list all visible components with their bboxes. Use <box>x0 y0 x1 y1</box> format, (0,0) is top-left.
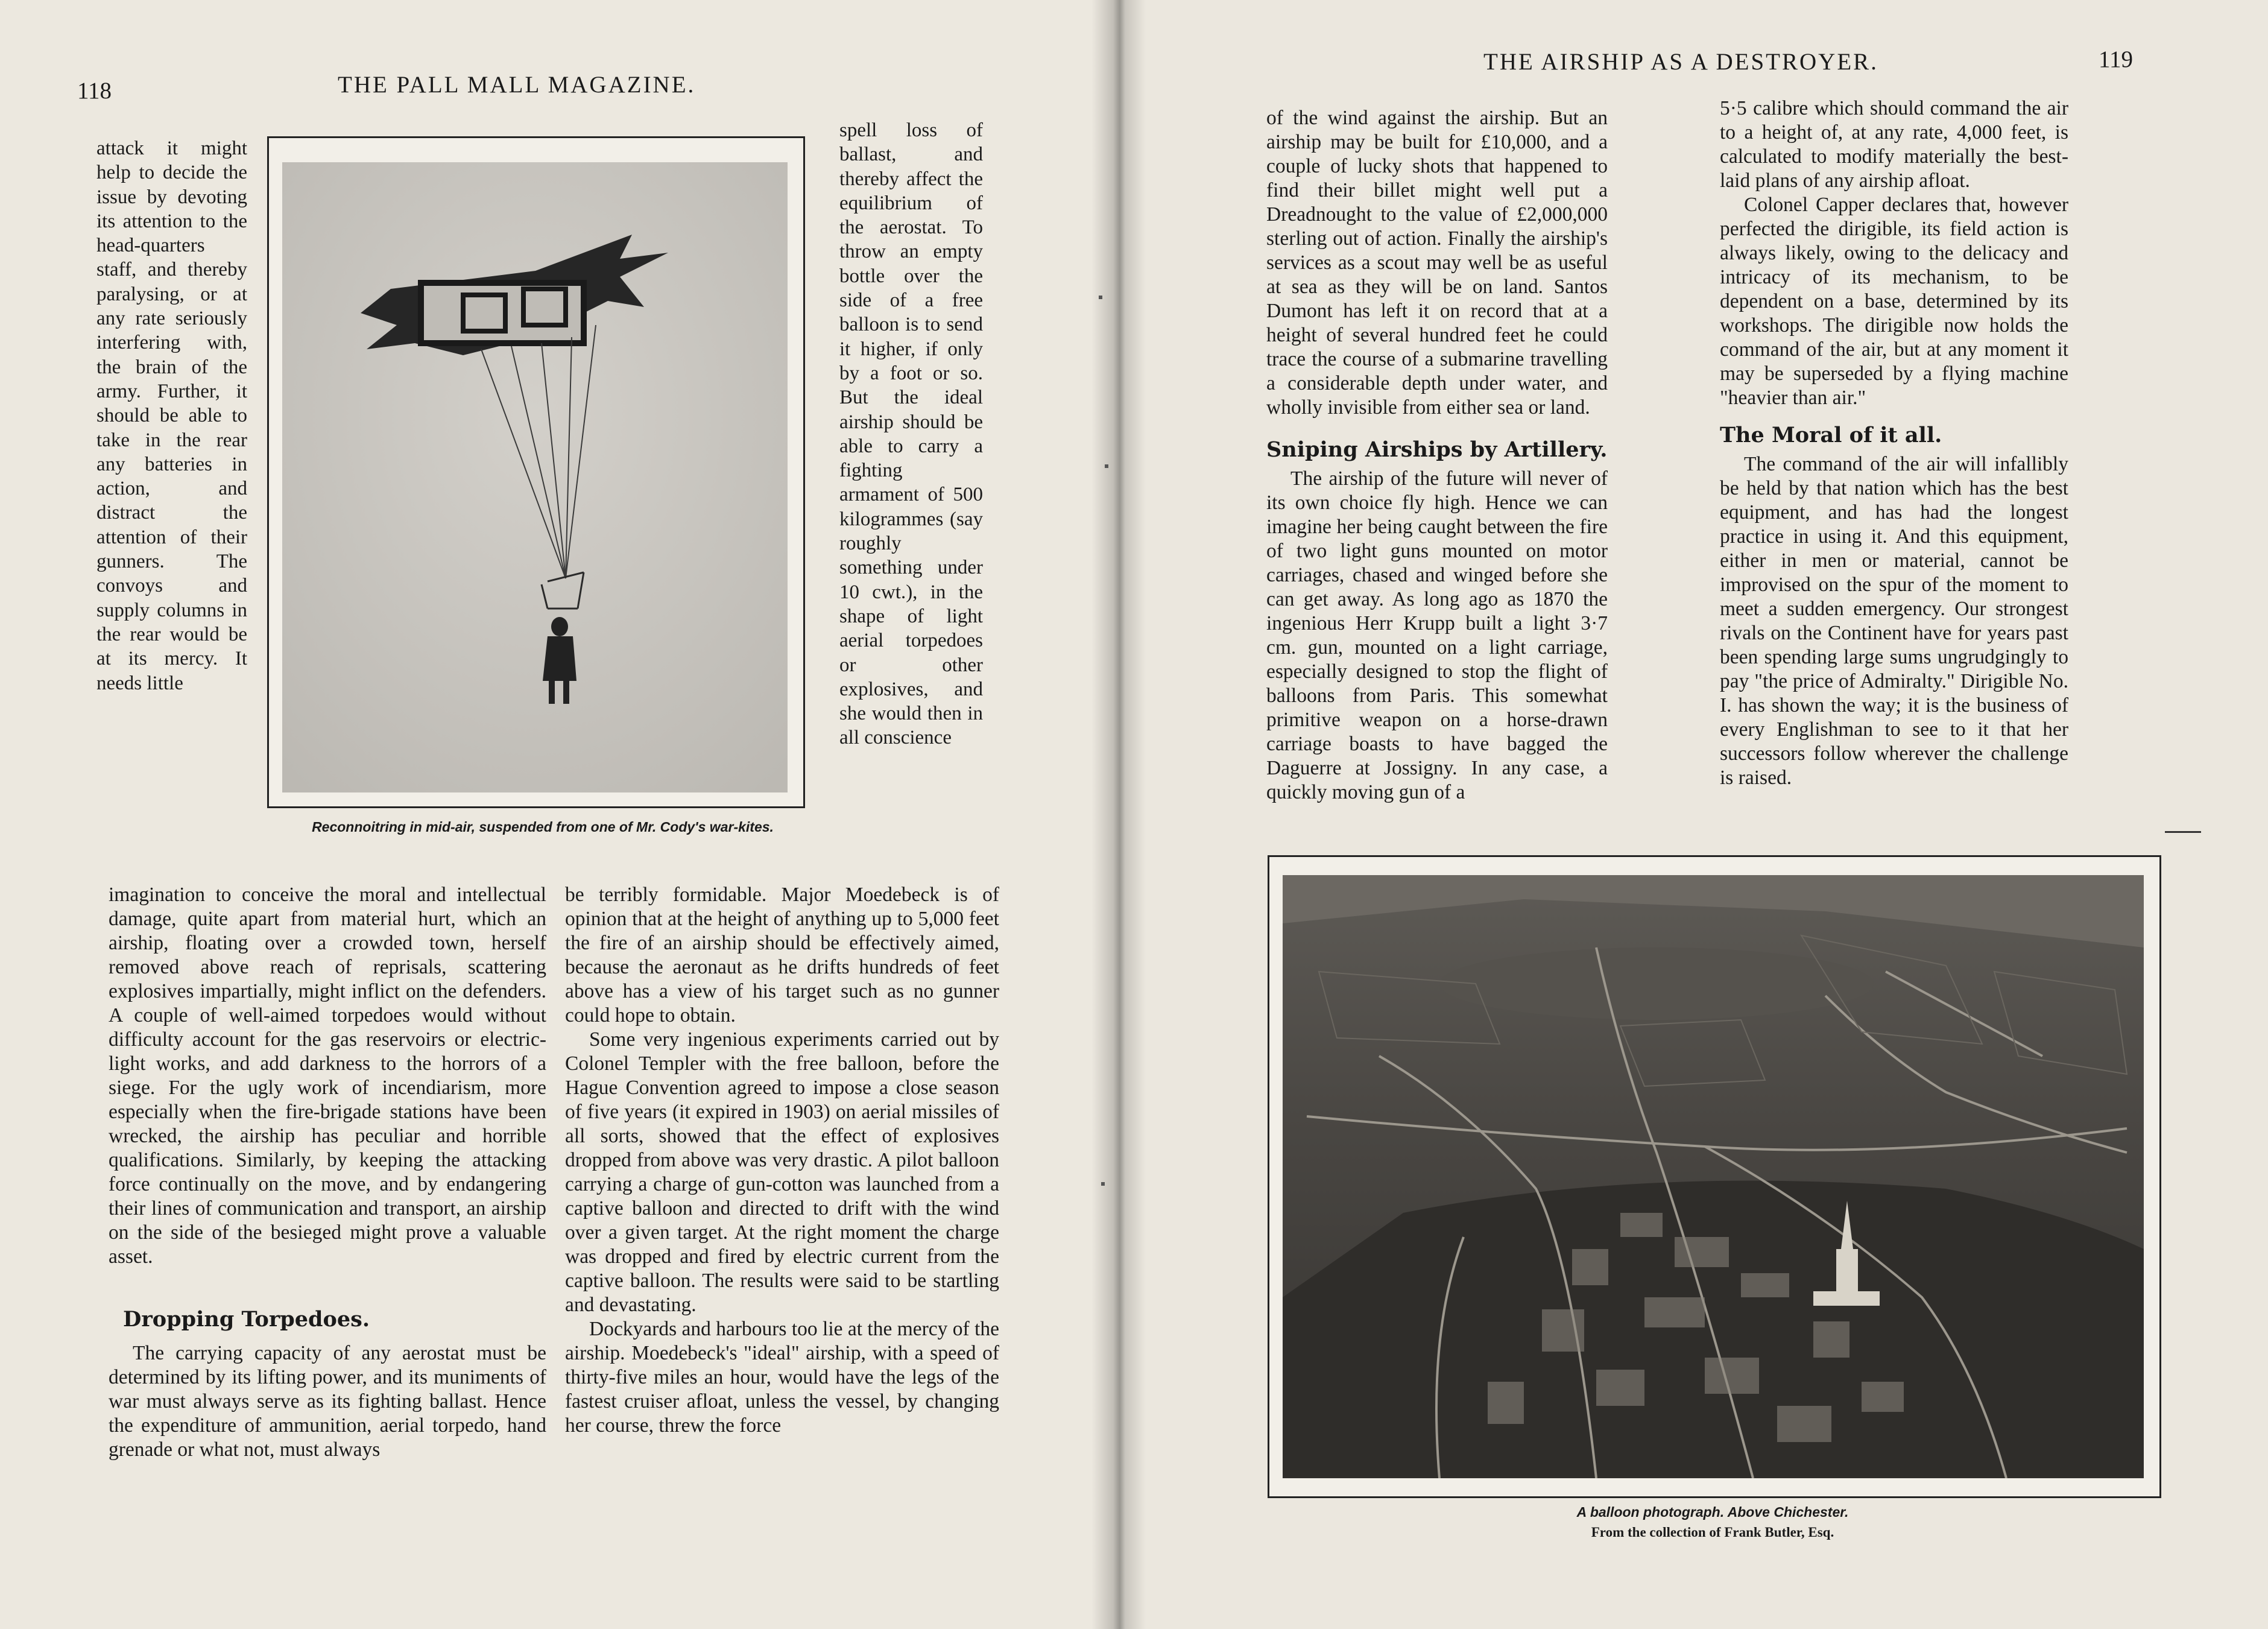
kite-photo <box>282 162 788 792</box>
page-number: 119 <box>2099 46 2134 72</box>
photo-caption: Reconnoitring in mid-air, suspended from one of Mr. Cody's war-kites. <box>312 819 774 835</box>
photo-caption: A balloon photograph. Above Chichester. <box>1576 1504 1849 1520</box>
left-page <box>0 0 1116 1629</box>
paragraph: of the wind against the airship. But an airship may be built for £10,000, and a couple of lucky shots that happened to find their billet might well put a Dreadnought to the value of £2,000,000 sterling out of action. Finally the airship's services as a scout may well be as useful at sea as they will be on land. Santos Dumont has left it on record that at a height of several hundred feet he could trace the course of a submarine travelling a considerable depth under water, and wholly invisible from either sea or land. <box>1266 107 1608 419</box>
column-2 <box>565 883 999 1438</box>
paragraph: The carrying capacity of any aerostat must be determined by its lifting power, and its muniments of war must always serve as its fighting ballast. Hence the expenditure of ammunition, aerial torpedo, hand grenade or what not, must always <box>109 1342 546 1461</box>
narrow-column-left <box>96 136 247 695</box>
paragraph: Colonel Capper declares that, however perfected the dirigible, its field action is always likely, owing to the delicacy and intricacy of its mechanism, to be dependent on a base, determined by its workshops. The dirigible now holds the command of the air, but at any moment it may be superseded by a flying machine "heavier than air." <box>1720 194 2068 409</box>
running-head: THE PALL MALL MAGAZINE. <box>338 72 696 98</box>
page-number: 118 <box>77 78 112 104</box>
paragraph: Some very ingenious experiments carried out by Colonel Templer with the free balloon, before the Hague Convention agreed to impose a close season of five years (it expired in 1903) on aerial missiles of all sorts, showed that the effect of explosives dropped from above was very drastic. A pilot balloon carrying a charge of gun-cotton was launched from a captive balloon and directed to drift with the wind over a given target. At the right moment the charge was dropped and fired by electric current from the captive balloon. The results were said to be startling and devastating. <box>565 1028 999 1316</box>
paragraph: 5·5 calibre which should command the air to a height of, at any rate, 4,000 feet, is calculated to modify materially the best-laid plans of any airship afloat. <box>1720 97 2068 192</box>
column-1 <box>109 883 546 1462</box>
paragraph: The airship of the future will never of its own choice fly high. Hence we can imagine her being caught between the fire of two light guns mounted on motor carriages, chased and winged before she can get away. As long ago as 1870 the ingenious Herr Krupp built a light 3·7 cm. gun, mounted on a light carriage, especially designed to stop the flight of balloons from Paris. This somewhat primitive weapon on a horse-drawn carriage boasts to have bagged the Daguerre at Jossigny. In any case, a quickly moving gun of a <box>1266 467 1608 803</box>
rule <box>2165 831 2201 833</box>
column-2 <box>1720 96 2068 790</box>
section-heading: Dropping Torpedoes. <box>123 1307 370 1332</box>
right-page <box>1116 0 2268 1629</box>
running-head: THE AIRSHIP AS A DESTROYER. <box>1483 49 1878 75</box>
photo-frame <box>267 136 805 808</box>
photo-frame <box>1268 855 2161 1498</box>
column-1 <box>1266 106 1608 805</box>
paragraph: imagination to conceive the moral and intellectual damage, quite apart from material hurt, which an airship, floating over a crowded town, herself removed above reach of reprisals, scattering explosives impartially, might inflict on the defenders. A couple of well-aimed torpedoes would without difficulty account for the gas reservoirs or electric-light works, and add darkness to the horrors of a siege. For the ugly work of incendiarism, more especially when the fire-brigade stations have been wrecked, the airship has peculiar and horrible qualifications. Similarly, by keeping the attacking force continually on the move, and by endangering their lines of communication and transport, an airship on the side of the besieged might prove a valuable asset. <box>109 884 546 1268</box>
paragraph: Dockyards and harbours too lie at the mercy of the airship. Moedebeck's "ideal" airship, with a speed of thirty-five miles an hour, would have the legs of the fastest cruiser afloat, unless the vessel, by changing her course, threw the force <box>565 1318 1000 1437</box>
paragraph: attack it might help to decide the issue by devoting its attention to the head-quarters staff, and thereby paralysing, or at any rate seriously interfering with, the brain of the army. Further, it should be able to take in the rear any batteries in action, and distract the attention of their gunners. The convoys and supply columns in the rear would be at its mercy. It needs little <box>96 138 247 694</box>
photo-credit: From the collection of Frank Butler, Esq. <box>1591 1525 1834 1540</box>
book-gutter <box>1091 0 1146 1629</box>
paragraph: The command of the air will infallibly be held by that nation which has the best equipment, and has had the longest practice in using it. And this equipment, either in men or material, cannot be improvised on the spur of the moment to meet a sudden emergency. Our strongest rivals on the Continent have for years past been spending large sums ungrudgingly to pay "the price of Admiralty." Dirigible No. I. has shown the way; it is the business of every Englishman to see to it that her successors follow wherever the challenge is raised. <box>1720 453 2068 789</box>
aerial-photo <box>1283 875 2144 1478</box>
binding-mark <box>1105 464 1108 468</box>
binding-mark <box>1101 1182 1105 1186</box>
section-heading: Sniping Airships by Artillery. <box>1266 437 1608 462</box>
binding-mark <box>1099 296 1102 299</box>
paragraph: spell loss of ballast, and thereby affect the equilibrium of the aerostat. To throw an empty bottle over the side of a free balloon is to send it higher, if only by a foot or so. But the ideal airship should be able to carry a fighting armament of 500 kilogrammes (say roughly something under 10 cwt.), in the shape of light aerial torpedoes or other explosives, and she would then in all conscience <box>839 119 983 749</box>
section-heading: The Moral of it all. <box>1720 423 1942 448</box>
paragraph: be terribly formidable. Major Moedebeck is of opinion that at the height of anything up to 5,000 feet the fire of an airship should be effectively aimed, because the aeronaut as he drifts hundreds of feet above has a view of his target such as no gunner could hope to obtain. <box>565 884 999 1026</box>
narrow-column-right <box>839 118 983 750</box>
